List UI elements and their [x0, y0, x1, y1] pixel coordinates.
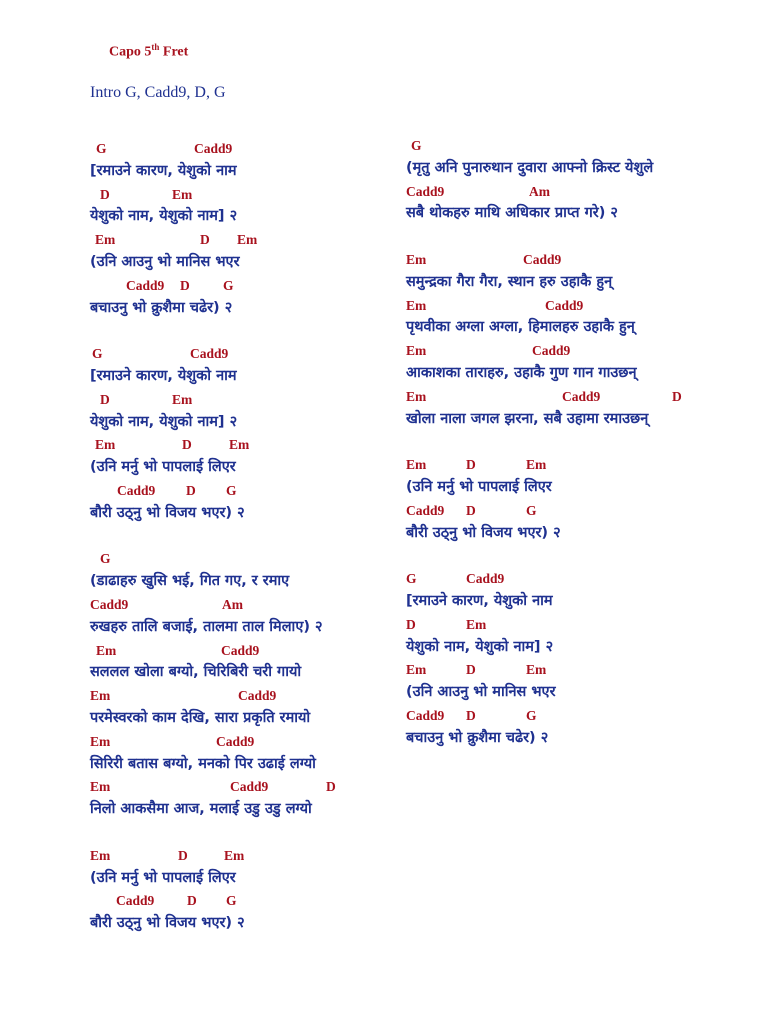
lyric-text: पृथवीका अग्ला अग्ला, हिमालहरु उहाकै हुन्: [406, 319, 635, 336]
lyric-text: (उनि आउनु भो मानिस भएर: [90, 253, 240, 270]
chord: Em: [406, 457, 427, 473]
chord: Em: [526, 457, 547, 473]
chord: G: [406, 571, 417, 587]
lyric-line: [406, 635, 746, 658]
chord: Cadd9: [523, 251, 562, 267]
lyric-text: आकाशका ताराहरु, उहाकै गुण गान गाउछन्: [406, 364, 637, 381]
lyric-line: [90, 159, 390, 182]
chord: Cadd9: [221, 642, 260, 658]
chord: Em: [406, 662, 427, 678]
chord-line: [406, 612, 746, 635]
stanza-gap: [90, 524, 390, 547]
lyric-line: [90, 250, 390, 273]
lyric-text: (डाढाहरु खुसि भई, गित गए, र रमाए: [90, 573, 290, 590]
lyric-line: [90, 569, 390, 592]
lyric-line: [90, 364, 390, 387]
chord-line: [90, 273, 390, 296]
chord-line: [406, 338, 746, 361]
chord: Cadd9: [562, 388, 601, 404]
lyric-text: (उनि मर्नु भो पापलाई लिएर: [90, 459, 236, 476]
lyric-text: बौरी उठ्नु भो विजय भएर) २: [406, 524, 561, 541]
chord: D: [406, 616, 416, 632]
lyric-text: बचाउनु भो क्रुशैमा चढेर) २: [406, 729, 549, 746]
lyric-line: [90, 501, 390, 524]
lyric-line: [90, 660, 390, 683]
stanza-gap: [406, 429, 746, 452]
lyric-line: [406, 156, 746, 179]
chord: Cadd9: [194, 141, 233, 156]
chord-line: [90, 592, 390, 615]
stanza-gap: [406, 224, 746, 247]
chord: D: [186, 482, 196, 498]
lyric-line: [90, 296, 390, 319]
chord: Em: [90, 688, 111, 704]
lyric-line: [406, 201, 746, 224]
lyric-line: [406, 315, 746, 338]
chord-line: [90, 478, 390, 501]
chord: Em: [172, 391, 193, 407]
lyric-text: बचाउनु भो क्रुशैमा चढेर) २: [90, 299, 233, 316]
right-column: [406, 133, 746, 749]
chord: Cadd9: [406, 502, 445, 518]
chord: G: [411, 138, 422, 153]
chord: Cadd9: [238, 688, 277, 704]
chord: Cadd9: [466, 571, 505, 587]
intro-line: Intro G, Cadd9, D, G: [90, 84, 226, 101]
stanza-gap: [90, 318, 390, 341]
lyric-text: बौरी उठ्नु भो विजय भएर) २: [90, 504, 245, 521]
chord: D: [466, 662, 476, 678]
chord-line: [90, 843, 390, 866]
lyric-text: बौरी उठ्नु भो विजय भएर) २: [90, 915, 245, 932]
chord: G: [100, 551, 111, 567]
lyric-line: [90, 204, 390, 227]
lyric-line: [406, 589, 746, 612]
chord: Em: [90, 847, 111, 863]
chord-line: [406, 498, 746, 521]
chord-line: [90, 136, 390, 159]
chord: Cadd9: [117, 482, 156, 498]
chord: D: [182, 437, 192, 453]
chord: G: [226, 893, 237, 909]
chord-line: [90, 182, 390, 205]
chord: Cadd9: [406, 183, 445, 199]
lyric-text: (उनि मर्नु भो पापलाई लिएर: [406, 478, 552, 495]
chord: D: [100, 391, 110, 407]
chord-line: [406, 384, 746, 407]
chord-line: [90, 729, 390, 752]
chord-line: [406, 703, 746, 726]
chord: Em: [95, 232, 116, 248]
chord: Cadd9: [406, 707, 445, 723]
capo-superscript: th: [151, 42, 160, 52]
chord-line: [90, 638, 390, 661]
lyric-line: [406, 475, 746, 498]
lyric-text: येशुको नाम, येशुको नाम] २: [406, 638, 554, 655]
stanza-gap: [406, 543, 746, 566]
chord: Em: [406, 343, 427, 359]
chord-line: [406, 179, 746, 202]
chord: Cadd9: [116, 893, 155, 909]
chord: D: [672, 388, 682, 404]
lyric-line: [90, 706, 390, 729]
chord: Em: [90, 779, 111, 795]
chord: Em: [229, 437, 250, 453]
chord: Cadd9: [230, 779, 269, 795]
chord-line: [90, 227, 390, 250]
capo-text: Capo 5: [109, 44, 152, 60]
chord: D: [200, 232, 210, 248]
chord: Em: [406, 297, 427, 313]
lyric-text: [रमाउने कारण, येशुको नाम: [90, 367, 237, 384]
lyric-text: सबै थोकहरु माथि अधिकार प्राप्त गरे) २: [406, 205, 618, 222]
lyric-line: [406, 407, 746, 430]
chord: Em: [526, 662, 547, 678]
left-column: [90, 136, 390, 934]
chord: G: [92, 346, 103, 362]
chord: Cadd9: [532, 343, 571, 359]
lyric-text: [रमाउने कारण, येशुको नाम: [406, 592, 553, 609]
lyric-text: रुखहरु तालि बजाई, तालमा ताल मिलाए) २: [90, 618, 323, 635]
chord: Cadd9: [90, 596, 129, 612]
chord-line: [406, 657, 746, 680]
chord-line: [90, 432, 390, 455]
chord: Cadd9: [190, 346, 229, 362]
chord: Em: [95, 437, 116, 453]
chord: D: [100, 186, 110, 202]
chord: Cadd9: [545, 297, 584, 313]
chord: D: [180, 277, 190, 293]
chord: Em: [224, 847, 245, 863]
lyric-line: [90, 455, 390, 478]
lyric-text: परमेस्वरको काम देखि, सारा प्रकृति रमायो: [90, 709, 311, 726]
stanza-gap: [90, 820, 390, 843]
lyric-text: समुन्द्रका गैरा गैरा, स्थान हरु उहाकै हुन्: [406, 273, 613, 290]
chord: G: [226, 482, 237, 498]
capo-tail: Fret: [159, 44, 189, 60]
chord: Am: [222, 596, 243, 612]
chord: Am: [529, 183, 550, 199]
chord-line: [406, 293, 746, 316]
chord-line: [90, 546, 390, 569]
lyric-text: निलो आकसैमा आज, मलाई उडु उडु लग्यो: [90, 801, 312, 818]
chord: Em: [90, 733, 111, 749]
chord: D: [466, 502, 476, 518]
chord: Em: [96, 642, 117, 658]
lyric-text: (उनि मर्नु भो पापलाई लिएर: [90, 869, 236, 886]
chord-line: [90, 341, 390, 364]
chord: G: [526, 502, 537, 518]
chord: D: [326, 779, 336, 795]
chord: G: [526, 707, 537, 723]
chord: Em: [237, 232, 258, 248]
chord: Em: [466, 616, 487, 632]
chord-line: [406, 566, 746, 589]
lyric-text: सिरिरी बतास बग्यो, मनको पिर उढाई लग्यो: [90, 755, 316, 772]
lyric-line: [406, 521, 746, 544]
capo-note: [109, 42, 188, 61]
lyric-text: (उनि आउनु भो मानिस भएर: [406, 684, 556, 701]
lyric-text: सललल खोला बग्यो, चिरिबिरी चरी गायो: [90, 664, 302, 681]
chord-line: [406, 247, 746, 270]
chord-line: [406, 452, 746, 475]
lyric-text: (मृतु अनि पुनारुथान दुवारा आफ्नो क्रिस्ट येशुले: [406, 159, 654, 176]
chord-line: [90, 888, 390, 911]
chord-line: [90, 683, 390, 706]
chord: D: [466, 457, 476, 473]
chord: G: [223, 277, 234, 293]
lyric-text: [रमाउने कारण, येशुको नाम: [90, 162, 237, 179]
lyric-line: [90, 410, 390, 433]
lyric-text: खोला नाला जगल झरना, सबै उहामा रमाउछन्: [406, 410, 649, 427]
chord: G: [96, 141, 107, 156]
chord: D: [466, 707, 476, 723]
lyric-text: येशुको नाम, येशुको नाम] २: [90, 208, 238, 225]
chord: Cadd9: [126, 277, 165, 293]
chord: Em: [172, 186, 193, 202]
chord: Em: [406, 251, 427, 267]
chord-line: [90, 387, 390, 410]
lyric-line: [406, 726, 746, 749]
chord: D: [178, 847, 188, 863]
chord: D: [187, 893, 197, 909]
lyric-line: [90, 797, 390, 820]
chord: Em: [406, 388, 427, 404]
lyric-line: [406, 680, 746, 703]
lyric-line: [406, 270, 746, 293]
chord-line: [406, 133, 746, 156]
lyric-line: [90, 752, 390, 775]
lyric-line: [90, 615, 390, 638]
lyric-line: [90, 866, 390, 889]
chord-line: [90, 774, 390, 797]
chord: Cadd9: [216, 733, 255, 749]
lyric-line: [406, 361, 746, 384]
lyric-text: येशुको नाम, येशुको नाम] २: [90, 413, 238, 430]
lyric-line: [90, 911, 390, 934]
